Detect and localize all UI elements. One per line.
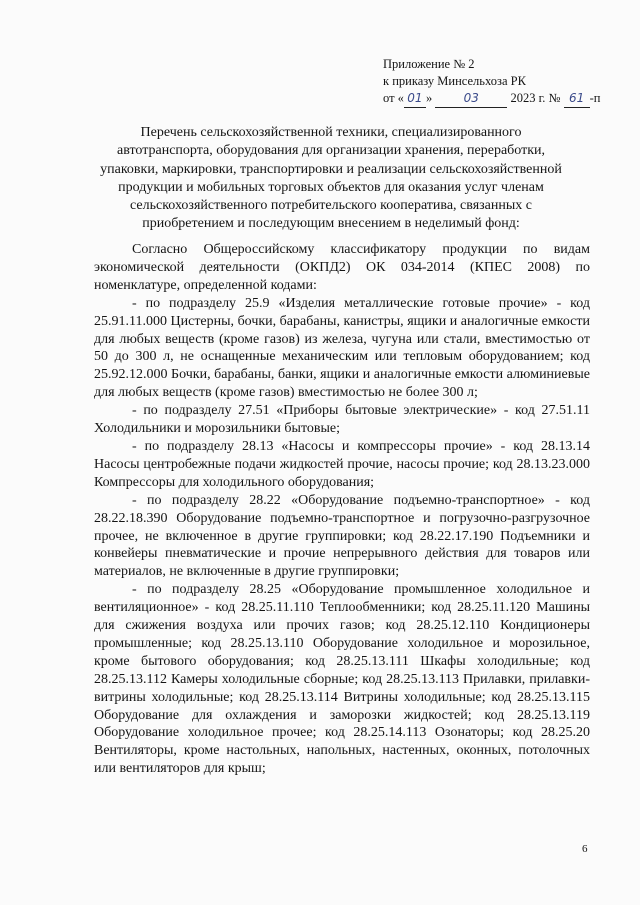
list-item: - по подразделу 25.9 «Изделия металлические готовые прочие» - код 25.91.11.000 Цистерны, бочки, барабаны, канистры, ящики и аналогичные емкости для любых веществ (кроме газов) из железа, чугуна или стали, вместимостью от 50 до 300 л, не оснащенные механическим или тепловым оборудованием; код 25.92.12.000 Бочки, барабаны, банки, ящики и аналогичные емкости алюминиевые для любых веществ (кроме газов) вместимостью не более 300 л;: [94, 295, 590, 401]
list-item: - по подразделу 28.13 «Насосы и компрессоры прочие» - код 28.13.14 Насосы центробежные подачи жидкостей прочие, насосы прочие; код 28.13.23.000 Компрессоры для холодильного оборудования;: [94, 438, 590, 490]
date-prefix: от «: [383, 91, 404, 105]
annex-order-ref: к приказу Минсельхоза РК: [383, 74, 526, 88]
list-item: - по подразделу 28.25 «Оборудование промышленное холодильное и вентиляционное» - код 28.25.11.110 Теплообменники; код 28.25.11.120 Машины для сжижения воздуха или прочих газов; код 28.25.12.110 Кондиционеры промышленные; код 28.25.13.110 Оборудование холодильное и морозильное, кроме бытового оборудования; код 28.25.13.111 Шкафы холодильные; код 28.25.13.112 Камеры холодильные сборные; код 28.25.13.113 Прилавки, прилавки-витрины холодильные; код 28.25.13.114 Витрины холодильные; код 28.25.13.115 Оборудование для охлаждения и заморозки жидкостей; код 28.25.13.119 Оборудование холодильное прочее; код 28.25.14.113 Озонаторы; код 28.25.20 Вентиляторы, кроме настольных, напольных, настенных, оконных, потолочных или вентиляторов для крыш;: [94, 582, 590, 777]
annex-title: Приложение № 2: [383, 57, 475, 71]
handwritten-number: 61: [564, 90, 590, 108]
list-item: - по подразделу 27.51 «Приборы бытовые электрические» - код 27.51.11 Холодильники и морозильники бытовые;: [94, 403, 590, 437]
handwritten-month: 03: [435, 90, 507, 108]
document-body: [94, 241, 590, 778]
handwritten-day: 01: [404, 90, 426, 108]
annex-date-line: [383, 90, 600, 108]
document-title: Перечень сельскохозяйственной техники, специализированного автотранспорта, оборудования для организации хранения, переработки, упаковки, маркировки, транспортировки и реализации сельскохозяйственной продукции и мобильных торговых объектов для оказания услуг членам сельскохозяйственного потребительского кооператива, связанных с приобретением и последующим внесением в неделимый фонд:: [100, 125, 562, 232]
order-suffix: -п: [589, 91, 601, 105]
intro-paragraph: Согласно Общероссийскому классификатору продукции по видам экономической деятельности (ОКПД2) ОК 034-2014 (КПЕС 2008) по номенклатуре, определенной кодами:: [94, 242, 590, 293]
date-close-quote: »: [425, 91, 433, 105]
list-item: - по подразделу 28.22 «Оборудование подъемно-транспортное» - код 28.22.18.390 Оборудование подъемно-транспортное и погрузочно-разгрузочное прочее, не включенное в другие группировки; код 28.22.17.190 Подъемники и конвейеры пневматические и прочие непрерывного действия для товаров или материалов, не включенные в другие группировки;: [94, 492, 590, 580]
page-number: 6: [582, 843, 588, 855]
date-year: 2023 г. №: [510, 91, 561, 105]
annex-header: [383, 56, 600, 108]
